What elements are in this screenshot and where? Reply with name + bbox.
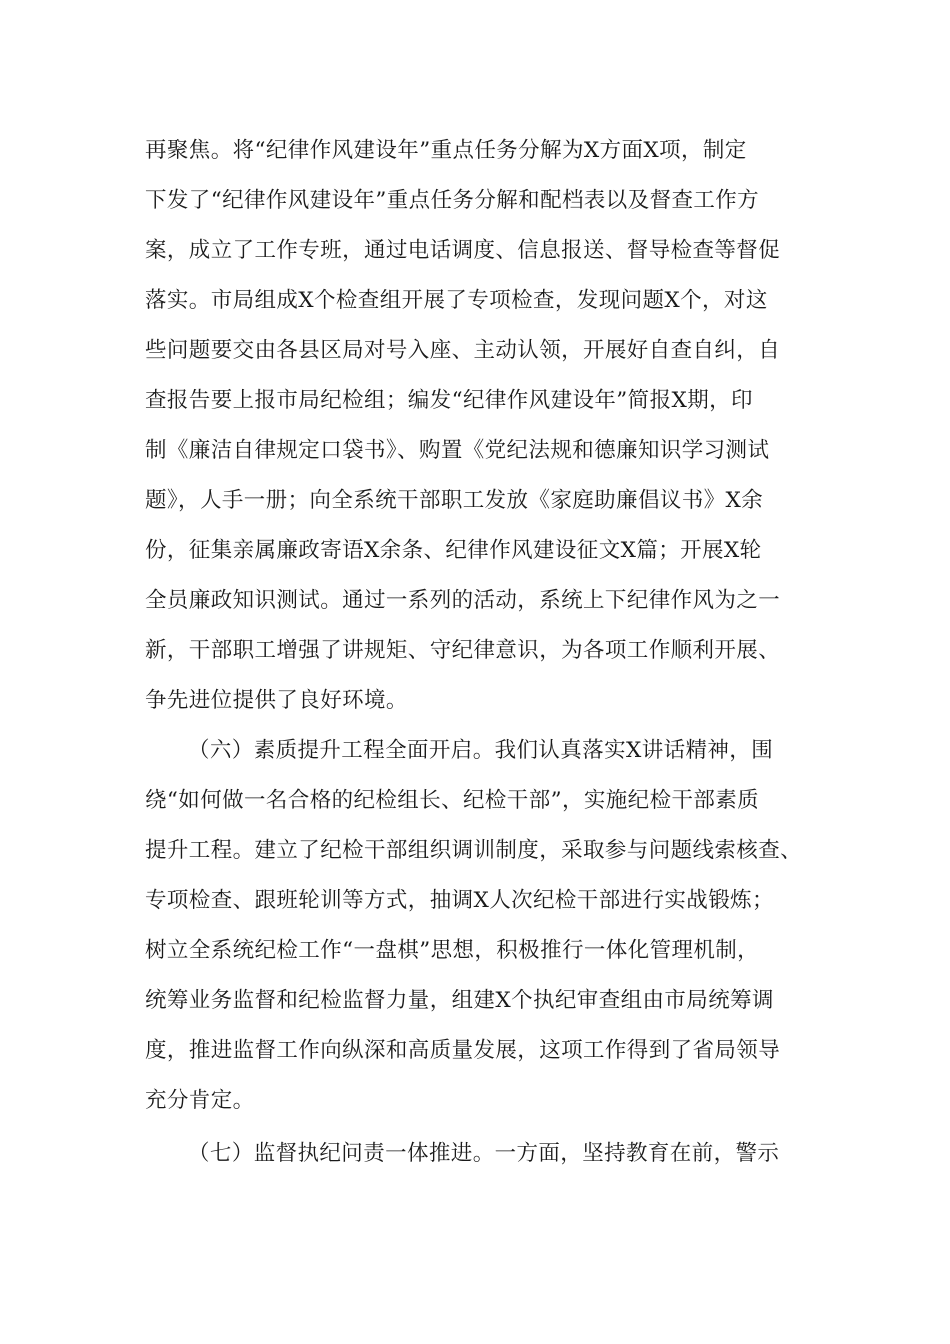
section-heading-line: （七）监督执纪问责一体推进。一方面，坚持教育在前，警示 [188,1141,780,1166]
text-line: 专项检查、跟班轮训等方式，抽调X人次纪检干部进行实战锻炼； [145,888,774,913]
text-line: 下发了“纪律作风建设年”重点任务分解和配档表以及督查工作方 [145,188,760,213]
text-line: 再聚焦。将“纪律作风建设年”重点任务分解为X方面X项，制定 [145,138,747,163]
text-line: 充分肯定。 [145,1088,255,1113]
section-heading-line: （六）素质提升工程全面开启。我们认真落实X讲话精神，围 [188,738,774,763]
text-line: 绕“如何做一名合格的纪检组长、纪检干部”，实施纪检干部素质 [145,788,760,813]
text-line: 落实。市局组成X个检查组开展了专项检查，发现问题X个，对这 [145,288,768,313]
text-line: 查报告要上报市局纪检组；编发“纪律作风建设年”简报X期，印 [145,388,753,413]
text-line: 制《廉洁自律规定口袋书》、购置《党纪法规和德廉知识学习测试 [145,438,770,463]
text-line: 全员廉政知识测试。通过一系列的活动，系统上下纪律作风为之一 [145,588,781,613]
text-line: 提升工程。建立了纪检干部组织调训制度，采取参与问题线索核查、 [145,838,803,863]
text-line: 统筹业务监督和纪检监督力量，组建X个执纪审查组由市局统筹调 [145,988,774,1013]
text-line: 树立全系统纪检工作“一盘棋”思想，积极推行一体化管理机制， [145,938,760,963]
text-line: 份，征集亲属廉政寄语X余条、纪律作风建设征文X篇；开展X轮 [145,538,762,563]
text-line: 新，干部职工增强了讲规矩、守纪律意识，为各项工作顺利开展、 [145,638,781,663]
text-line: 度，推进监督工作向纵深和高质量发展，这项工作得到了省局领导 [145,1038,781,1063]
text-line: 些问题要交由各县区局对号入座、主动认领，开展好自查自纠，自 [145,338,781,363]
text-line: 案，成立了工作专班，通过电话调度、信息报送、督导检查等督促 [145,238,781,263]
text-line: 题》，人手一册；向全系统干部职工发放《家庭助廉倡议书》X余 [145,488,764,513]
text-line: 争先进位提供了良好环境。 [145,688,408,713]
